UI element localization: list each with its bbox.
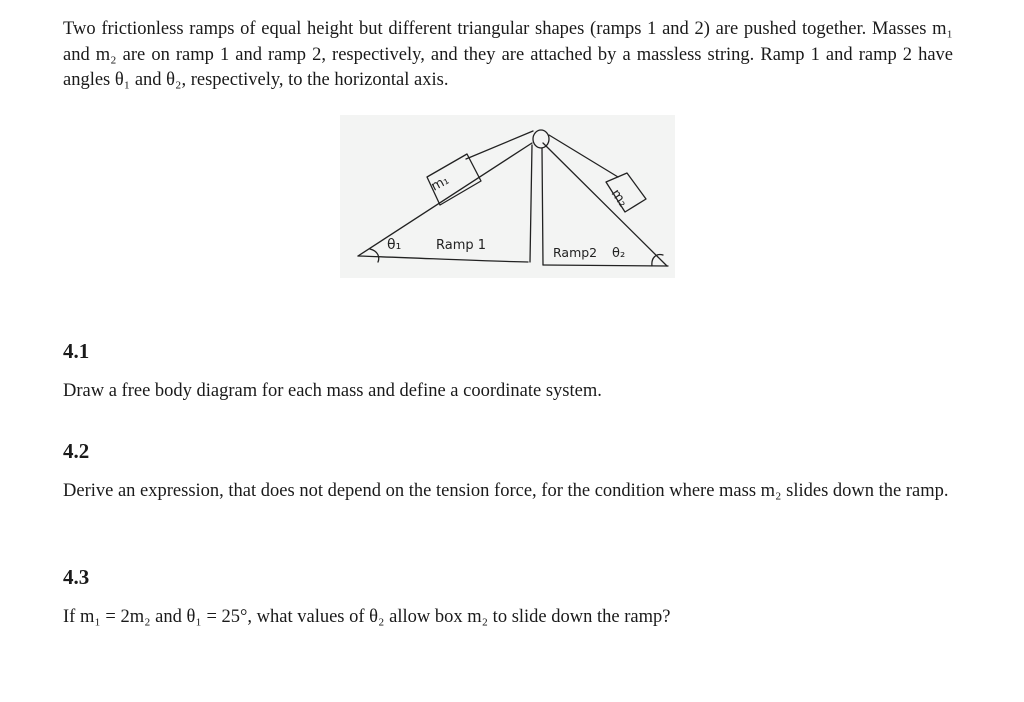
- string-right: [549, 135, 618, 177]
- section-4-2-number: 4.2: [63, 439, 90, 463]
- ramp2-base: [543, 265, 668, 266]
- ramp2-label: Ramp2: [553, 245, 598, 260]
- string-left: [466, 131, 533, 159]
- section-4-1-text: Draw a free body diagram for each mass and define a coordinate system.: [63, 381, 602, 401]
- mass1-label: m₁: [428, 172, 452, 195]
- angle1-arc: [370, 249, 379, 262]
- section-4-1-number: 4.1: [63, 339, 90, 363]
- ramp1-base: [358, 256, 528, 262]
- mass2-label: m₂: [607, 186, 631, 210]
- ramps-figure: [340, 115, 675, 278]
- ramp1-vertical: [530, 145, 532, 262]
- ramps-diagram: [340, 115, 675, 278]
- ramp2-vertical: [542, 148, 543, 265]
- pulley: [533, 130, 549, 148]
- problem-intro: Two frictionless ramps of equal height but different triangular shapes (ramps 1 and 2) are pushed together. Masses m₁ and m₂ are on ramp 1 and ramp 2, respectively, and they are attached by a massless string. Ramp 1 and ramp 2 have angles θ₁ and θ₂, respectively, to the horizontal axis.: [63, 19, 953, 90]
- angle2-label: θ₂: [612, 246, 626, 261]
- section-4-3-text: If m₁ = 2m₂ and θ₁ = 25°, what values of θ₂ allow box m₂ to slide down the ramp?: [63, 607, 671, 627]
- section-4-3-number: 4.3: [63, 565, 90, 589]
- section-4-2-text: Derive an expression, that does not depend on the tension force, for the condition where mass m₂ slides down the ramp.: [63, 481, 949, 501]
- ramp1-label: Ramp 1: [436, 238, 487, 253]
- angle1-label: θ₁: [387, 237, 402, 253]
